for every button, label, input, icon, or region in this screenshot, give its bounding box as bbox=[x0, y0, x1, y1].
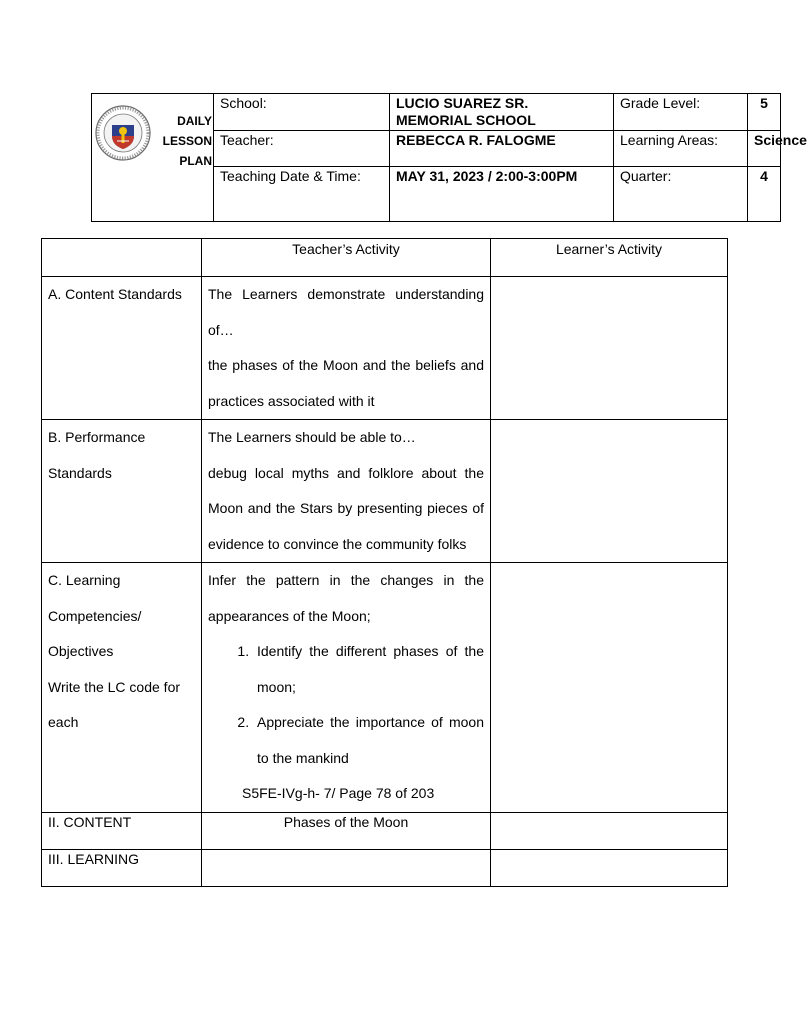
table-row bbox=[42, 277, 728, 420]
daily-lesson-plan-title: DAILY LESSON PLAN bbox=[162, 114, 212, 168]
performance-standards-learner bbox=[491, 420, 728, 563]
learning-areas-value: Science bbox=[748, 131, 781, 167]
grade-level-value: 5 bbox=[748, 94, 781, 131]
performance-standards-line-2: debug local myths and folklore about the Moon and the Stars by presenting pieces of evidence to convince the community folks bbox=[208, 464, 484, 552]
table-row bbox=[42, 812, 728, 849]
content-standards-line-2: the phases of the Moon and the beliefs and practices associated with it bbox=[208, 357, 484, 409]
learning-learner bbox=[491, 849, 728, 886]
list-item: 2. Appreciate the importance of moon to the mankind bbox=[253, 705, 484, 776]
empty-header-cell bbox=[42, 239, 202, 277]
lesson-plan-table bbox=[41, 238, 728, 887]
content-value: Phases of the Moon bbox=[202, 812, 491, 849]
logo-cell bbox=[92, 94, 214, 222]
table-row bbox=[42, 420, 728, 563]
teaching-date-value: MAY 31, 2023 / 2:00-3:00PM bbox=[390, 167, 614, 222]
quarter-value: 4 bbox=[748, 167, 781, 222]
content-learner bbox=[491, 812, 728, 849]
quarter-label: Quarter: bbox=[614, 167, 748, 222]
learner-activity-header: Learner’s Activity bbox=[491, 239, 728, 277]
teacher-label: Teacher: bbox=[214, 131, 390, 167]
competencies-label-line-2: Write the LC code for each bbox=[48, 678, 181, 730]
lc-code: S5FE-IVg-h- 7/ Page 78 of 203 bbox=[242, 785, 435, 801]
deped-seal-icon bbox=[95, 105, 151, 161]
performance-standards-line-1: The Learners should be able to… bbox=[208, 429, 416, 445]
competencies-label-line-1: C. Learning Competencies/ Objectives bbox=[48, 572, 142, 659]
competencies-teacher bbox=[202, 563, 491, 813]
list-item: 1. Identify the different phases of the moon; bbox=[253, 634, 484, 705]
school-label: School: bbox=[214, 94, 390, 131]
teaching-date-label: Teaching Date & Time: bbox=[214, 167, 390, 222]
lesson-plan-header bbox=[91, 93, 807, 222]
competencies-intro: Infer the pattern in the changes in the appearances of the Moon; bbox=[208, 572, 484, 624]
school-value: LUCIO SUAREZ SR. MEMORIAL SCHOOL bbox=[390, 94, 614, 131]
learning-label: III. LEARNING bbox=[42, 849, 202, 886]
competencies-label bbox=[42, 563, 202, 813]
learning-teacher bbox=[202, 849, 491, 886]
objectives-list bbox=[208, 634, 484, 776]
competencies-learner bbox=[491, 563, 728, 813]
performance-standards-label: B. Performance Standards bbox=[42, 420, 202, 563]
table-header-row bbox=[42, 239, 728, 277]
learning-areas-label: Learning Areas: bbox=[614, 131, 748, 167]
content-standards-line-1: The Learners demonstrate understanding of… bbox=[208, 286, 484, 338]
teacher-activity-header: Teacher’s Activity bbox=[202, 239, 491, 277]
content-standards-learner bbox=[491, 277, 728, 420]
performance-standards-teacher bbox=[202, 420, 491, 563]
teacher-value: REBECCA R. FALOGME bbox=[390, 131, 614, 167]
grade-level-label: Grade Level: bbox=[614, 94, 748, 131]
table-row bbox=[42, 849, 728, 886]
content-standards-label: A. Content Standards bbox=[42, 277, 202, 420]
content-standards-teacher bbox=[202, 277, 491, 420]
content-label: II. CONTENT bbox=[42, 812, 202, 849]
table-row bbox=[42, 563, 728, 813]
